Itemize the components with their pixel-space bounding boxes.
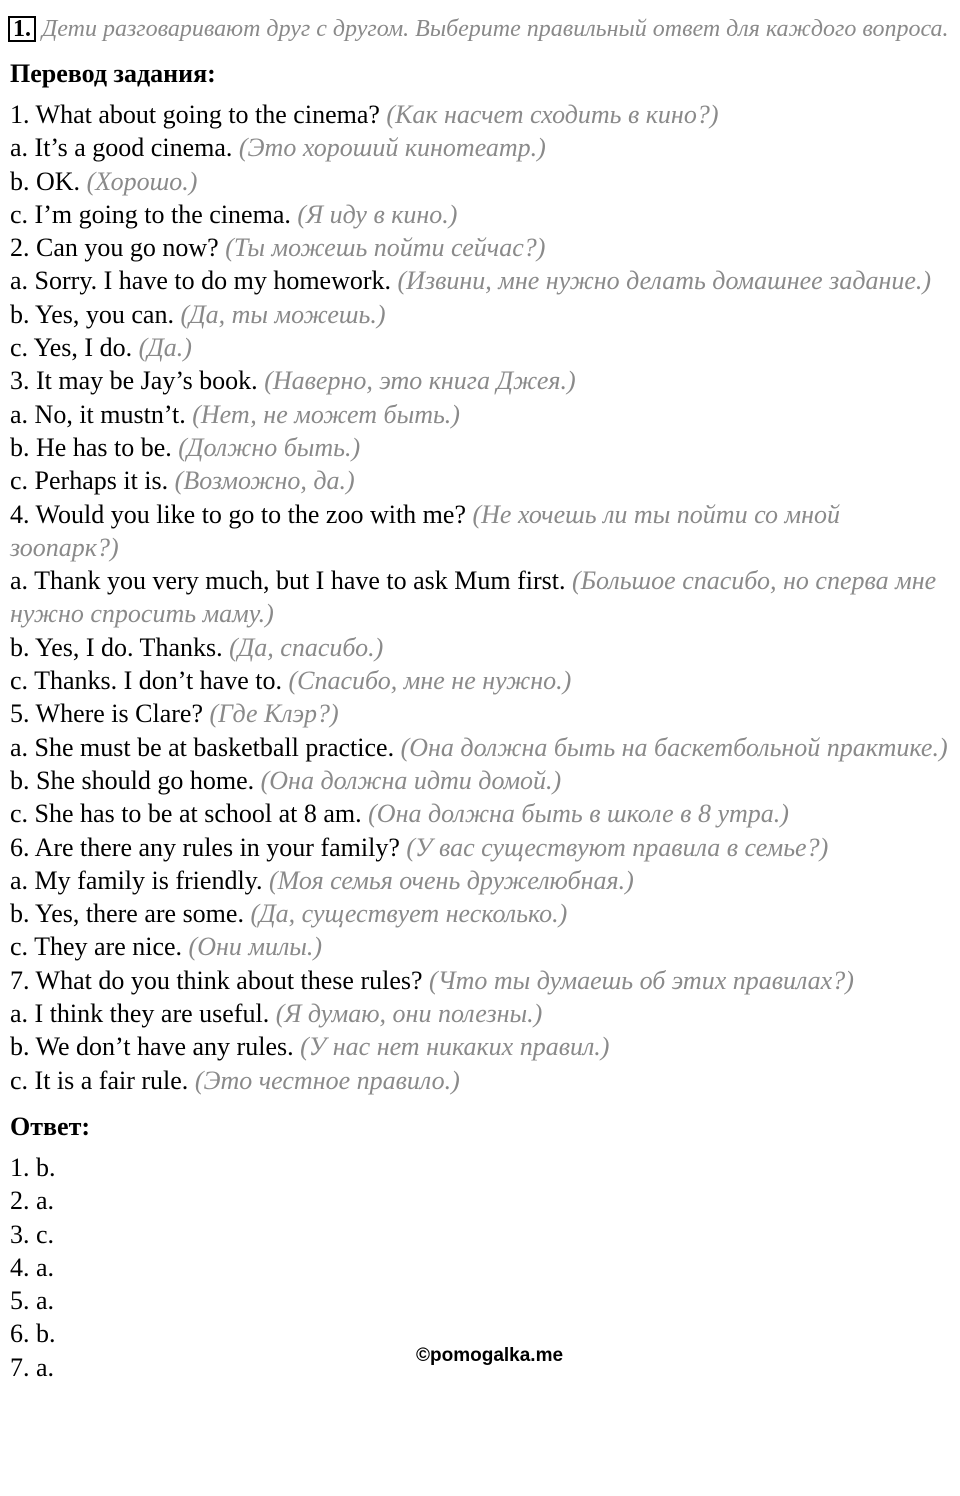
- translation-line: [8, 231, 954, 264]
- russian-translation: (Она должна быть на баскетбольной практике.): [400, 732, 948, 762]
- translation-line: [8, 797, 954, 830]
- english-text: c. Perhaps it is.: [10, 466, 169, 496]
- translation-line: [8, 264, 954, 297]
- russian-translation: (Должно быть.): [178, 432, 361, 462]
- russian-translation: (Где Клэр?): [209, 699, 339, 729]
- english-text: 5. Where is Clare?: [10, 699, 203, 729]
- task-instruction: Дети разговаривают друг с другом. Выберите правильный ответ для каждого вопроса.: [42, 16, 949, 42]
- russian-translation: (Не хочешь ли ты пойти со мной зоопарк?): [10, 499, 840, 562]
- document-page: [8, 14, 954, 1384]
- translation-line: [8, 631, 954, 664]
- russian-translation: (Она должна идти домой.): [260, 765, 562, 795]
- answer-item: 4. a.: [10, 1252, 55, 1282]
- english-text: b. Yes, you can.: [10, 299, 174, 329]
- russian-translation: (Что ты думаешь об этих правилах?): [429, 965, 854, 995]
- russian-translation: (У вас существуют правила в семье?): [406, 832, 829, 862]
- english-text: b. Yes, there are some.: [10, 899, 244, 929]
- english-text: a. No, it mustn’t.: [10, 399, 186, 429]
- english-text: b. He has to be.: [10, 432, 172, 462]
- task-header: [8, 14, 954, 44]
- translation-line: [8, 997, 954, 1030]
- russian-translation: (Нет, не может быть.): [192, 399, 460, 429]
- english-text: c. It is a fair rule.: [10, 1065, 189, 1095]
- english-text: 1. What about going to the cinema?: [10, 100, 380, 129]
- translation-line: [8, 398, 954, 431]
- translation-lines: [8, 98, 954, 1097]
- russian-translation: (Да.): [138, 333, 192, 363]
- russian-translation: (Наверно, это книга Джея.): [264, 366, 576, 396]
- translation-line: [8, 764, 954, 797]
- translation-line: [8, 664, 954, 697]
- english-text: c. Thanks. I don’t have to.: [10, 666, 282, 696]
- russian-translation: (Извини, мне нужно делать домашнее задание.): [397, 266, 932, 296]
- english-text: 6. Are there any rules in your family?: [10, 832, 400, 862]
- english-text: a. I think they are useful.: [10, 999, 270, 1029]
- translation-line: [8, 331, 954, 364]
- translation-line: [8, 165, 954, 198]
- russian-translation: (Я думаю, они полезны.): [275, 999, 543, 1029]
- russian-translation: (Я иду в кино.): [297, 199, 458, 229]
- english-text: 3. It may be Jay’s book.: [10, 366, 258, 396]
- answer-item: 7. a.: [10, 1352, 55, 1382]
- russian-translation: (Они милы.): [188, 932, 323, 962]
- english-text: a. Sorry. I have to do my homework.: [10, 266, 392, 296]
- russian-translation: (Моя семья очень дружелюбная.): [268, 865, 634, 895]
- russian-translation: (Ты можешь пойти сейчас?): [225, 233, 546, 263]
- english-text: b. She should go home.: [10, 765, 255, 795]
- english-text: a. She must be at basketball practice.: [10, 732, 395, 762]
- answer-item: 6. b.: [10, 1319, 56, 1349]
- english-text: a. My family is friendly.: [10, 865, 263, 895]
- answer-item: 2. a.: [10, 1186, 55, 1216]
- translation-line: [8, 364, 954, 397]
- russian-translation: (Это хороший кинотеатр.): [238, 133, 546, 163]
- translation-line: [8, 464, 954, 497]
- translation-line: [8, 98, 954, 131]
- answers-title: Ответ:: [10, 1111, 91, 1141]
- translation-line: [8, 864, 954, 897]
- english-text: c. Yes, I do.: [10, 333, 133, 363]
- russian-translation: (Она должна быть в школе в 8 утра.): [368, 799, 789, 829]
- translation-line: [8, 131, 954, 164]
- answer-item: 1. b.: [10, 1152, 56, 1182]
- watermark: ©pomogalka.me: [416, 1345, 564, 1366]
- translation-line: [8, 1030, 954, 1063]
- translation-title: Перевод задания:: [10, 59, 216, 88]
- translation-line: [8, 897, 954, 930]
- translation-line: [8, 731, 954, 764]
- english-text: a. Thank you very much, but I have to ask Mum first.: [10, 566, 566, 596]
- russian-translation: (Спасибо, мне не нужно.): [288, 666, 572, 696]
- english-text: c. I’m going to the cinema.: [10, 199, 291, 229]
- task-number: 1.: [8, 16, 36, 42]
- russian-translation: (Большое спасибо, но сперва мне нужно спросить маму.): [10, 566, 937, 629]
- russian-translation: (Возможно, да.): [174, 466, 355, 496]
- english-text: c. She has to be at school at 8 am.: [10, 799, 362, 829]
- translation-line: [8, 198, 954, 231]
- translation-line: [8, 1064, 954, 1097]
- translation-line: [8, 564, 954, 631]
- translation-line: [8, 298, 954, 331]
- russian-translation: (У нас нет никаких правил.): [300, 1032, 610, 1062]
- english-text: c. They are nice.: [10, 932, 183, 962]
- english-text: b. OK.: [10, 166, 81, 196]
- translation-line: [8, 498, 954, 565]
- russian-translation: (Хорошо.): [86, 166, 198, 196]
- translation-line: [8, 831, 954, 864]
- russian-translation: (Да, ты можешь.): [180, 299, 386, 329]
- translation-line: [8, 431, 954, 464]
- answer-item: 5. a.: [10, 1286, 55, 1316]
- translation-line: [8, 964, 954, 997]
- translation-line: [8, 697, 954, 730]
- english-text: 4. Would you like to go to the zoo with me?: [10, 499, 466, 529]
- english-text: a. It’s a good cinema.: [10, 133, 233, 163]
- russian-translation: (Да, спасибо.): [229, 632, 384, 662]
- english-text: 2. Can you go now?: [10, 233, 219, 263]
- answer-item: 3. c.: [10, 1219, 55, 1249]
- russian-translation: (Да, существует несколько.): [250, 899, 568, 929]
- english-text: 7. What do you think about these rules?: [10, 965, 423, 995]
- russian-translation: (Это честное правило.): [194, 1065, 460, 1095]
- english-text: b. We don’t have any rules.: [10, 1032, 294, 1062]
- translation-line: [8, 930, 954, 963]
- russian-translation: (Как насчет сходить в кино?): [386, 100, 719, 129]
- english-text: b. Yes, I do. Thanks.: [10, 632, 223, 662]
